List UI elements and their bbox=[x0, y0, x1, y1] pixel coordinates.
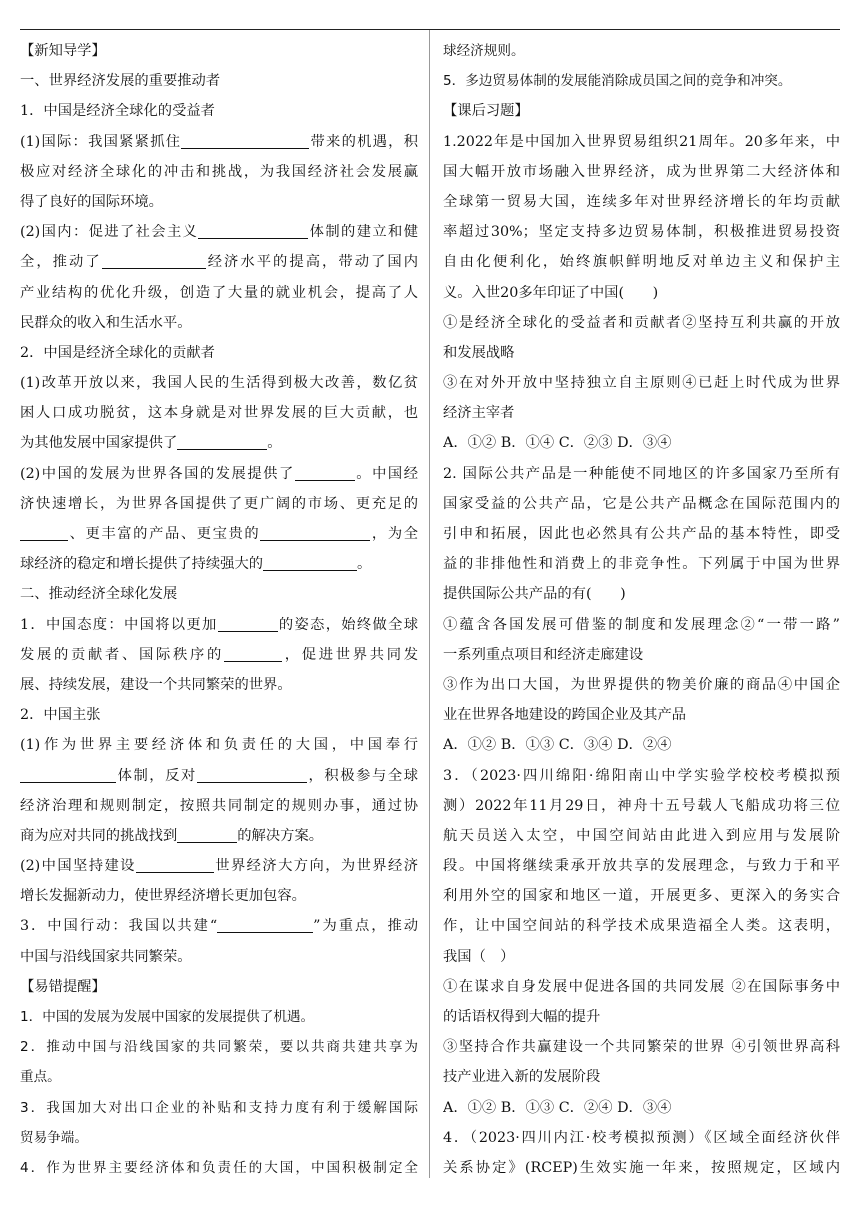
text-line bbox=[20, 579, 418, 609]
text-line bbox=[20, 972, 418, 1002]
text-line bbox=[443, 1093, 840, 1123]
text-line bbox=[443, 640, 840, 670]
text-line bbox=[443, 519, 840, 549]
line-text: ①蕴含各国发展可借鉴的制度和发展理念②“一带一路” bbox=[443, 616, 840, 633]
text-line bbox=[443, 700, 840, 730]
line-text: 发展的贡献者、国际秩序的 bbox=[20, 646, 224, 663]
line-text: (2)中国坚持建设 bbox=[20, 858, 136, 875]
line-text: 球经济的稳定和增长提供了持续强大的 bbox=[20, 556, 264, 573]
text-line bbox=[443, 579, 840, 609]
line-text: 我国（ ） bbox=[443, 948, 515, 965]
text-line bbox=[20, 217, 418, 247]
line-text: 和发展战略 bbox=[443, 344, 515, 361]
text-line bbox=[20, 761, 418, 791]
line-text: 一、世界经济发展的重要推动者 bbox=[20, 73, 221, 90]
line-text: 、更丰富的产品、更宝贵的 bbox=[68, 526, 261, 542]
fill-blank bbox=[20, 767, 116, 783]
line-text: 益的非排他性和消费上的非竞争性。下列属于中国为世界 bbox=[443, 556, 840, 573]
text-line bbox=[20, 821, 418, 851]
text-line bbox=[20, 1153, 418, 1183]
fill-blank bbox=[218, 616, 278, 632]
line-text: 4．作为世界主要经济体和负责任的大国，中国积极制定全 bbox=[20, 1159, 418, 1176]
line-text: 经济水平的提高，带动了国内 bbox=[205, 254, 418, 271]
line-text: 测）2022年11月29日，神舟十五号载人飞船成功将三位 bbox=[443, 797, 840, 814]
line-text: 航天员送入太空，中国空间站由此进入到应用与发展阶 bbox=[443, 827, 840, 844]
text-line bbox=[20, 489, 418, 519]
line-text: 全球第一贸易大国，连续多年对世界经济增长的年均贡献 bbox=[443, 193, 840, 210]
line-text: (1)改革开放以来，我国人民的生活得到极大改善，数亿贫 bbox=[20, 375, 418, 392]
line-text: 自由化便利化，始终旗帜鲜明地反对单边主义和保护主 bbox=[443, 254, 840, 271]
line-text: 业在世界各地建设的跨国企业及其产品 bbox=[443, 707, 687, 724]
fill-blank bbox=[224, 646, 282, 662]
line-text: 。 bbox=[357, 556, 372, 573]
line-text: 增长发掘新动力，使世界经济增长更加包容。 bbox=[20, 888, 306, 905]
top-rule bbox=[20, 29, 840, 30]
text-line bbox=[20, 640, 418, 670]
text-line bbox=[443, 670, 840, 700]
text-line bbox=[20, 942, 418, 972]
line-text: 商为应对共同的挑战找到 bbox=[20, 827, 178, 844]
line-text: 为其他发展中国家提供了 bbox=[20, 435, 178, 452]
fill-blank bbox=[177, 827, 237, 843]
text-line bbox=[443, 338, 840, 368]
line-text: 率超过30%；坚定支持多边贸易体制，积极推进贸易投资 bbox=[443, 224, 840, 241]
text-line bbox=[443, 398, 840, 428]
text-line bbox=[20, 338, 418, 368]
text-line bbox=[443, 911, 840, 941]
line-text: 全，推动了 bbox=[20, 254, 102, 271]
line-text: (1)作为世界主要经济体和负责任的大国，中国奉行 bbox=[20, 737, 418, 754]
line-text: 【课后习题】 bbox=[443, 103, 529, 120]
text-line bbox=[443, 610, 840, 640]
text-line bbox=[443, 851, 840, 881]
line-text: (2)国内：促进了社会主义 bbox=[20, 224, 199, 241]
line-text: A．①② B．①④ C．②③ D．③④ bbox=[443, 435, 672, 452]
text-line bbox=[20, 459, 418, 489]
text-line bbox=[443, 1153, 840, 1183]
fill-blank bbox=[177, 434, 267, 450]
fill-blank bbox=[263, 555, 357, 571]
line-text: 段。中国将继续秉承开放共享的发展理念，与致力于和平 bbox=[443, 858, 840, 875]
line-text: 利用外空的国家和地区一道，开展更多、更深入的务实合 bbox=[443, 888, 840, 905]
text-line bbox=[443, 489, 840, 519]
line-text: 。 bbox=[267, 435, 282, 452]
text-line bbox=[20, 96, 418, 126]
line-text: 带来的机遇，积 bbox=[309, 133, 418, 150]
text-line bbox=[443, 217, 840, 247]
text-line bbox=[443, 972, 840, 1002]
text-line bbox=[20, 66, 418, 96]
line-text: 提供国际公共产品的有( ) bbox=[443, 586, 626, 603]
fill-blank bbox=[217, 917, 313, 933]
text-line bbox=[443, 187, 840, 217]
line-text: 2．中国主张 bbox=[20, 707, 101, 724]
fill-blank bbox=[295, 465, 355, 481]
text-line bbox=[20, 157, 418, 187]
line-text: 中国与沿线国家共同繁荣。 bbox=[20, 948, 192, 965]
text-line bbox=[443, 761, 840, 791]
text-line bbox=[443, 96, 840, 126]
text-line bbox=[20, 1032, 418, 1062]
right-column bbox=[443, 36, 840, 1183]
line-text: ①在谋求自身发展中促进各国的共同发展 ②在国际事务中 bbox=[443, 978, 840, 995]
fill-blank bbox=[181, 133, 309, 149]
fill-blank bbox=[198, 223, 308, 239]
text-line bbox=[443, 549, 840, 579]
text-line bbox=[20, 36, 418, 66]
text-line bbox=[443, 66, 840, 96]
line-text: 【新知导学】 bbox=[20, 43, 106, 59]
line-text: 2．推动中国与沿线国家的共同繁荣，要以共商共建共享为 bbox=[20, 1039, 418, 1056]
line-text: 重点。 bbox=[20, 1069, 61, 1086]
text-line bbox=[443, 791, 840, 821]
fill-blank bbox=[260, 525, 370, 541]
text-line bbox=[443, 127, 840, 157]
line-text: 4．（2023·四川内江·校考模拟预测）《区域全面经济伙伴 bbox=[443, 1129, 840, 1146]
text-line bbox=[20, 610, 418, 640]
text-line bbox=[443, 428, 840, 458]
line-text: 作，让中国空间站的科学技术成果造福全人类。这表明， bbox=[443, 918, 840, 935]
line-text: 2．中国是经济全球化的贡献者 bbox=[20, 344, 215, 361]
text-line bbox=[20, 881, 418, 911]
line-text: 3．（2023·四川绵阳·绵阳南山中学实验学校校考模拟预 bbox=[443, 767, 840, 784]
line-text: ①是经济全球化的受益者和贡献者②坚持互利共赢的开放 bbox=[443, 314, 840, 331]
text-line bbox=[20, 791, 418, 821]
line-text: A．①② B．①③ C．②④ D．③④ bbox=[443, 1099, 672, 1116]
text-line bbox=[20, 700, 418, 730]
line-text: A．①② B．①③ C．③④ D．②④ bbox=[443, 737, 672, 754]
line-text: 产业结构的优化升级，创造了大量的就业机会，提高了人 bbox=[20, 284, 418, 301]
line-text: 5．多边贸易体制的发展能消除成员国之间的竞争和冲突。 bbox=[443, 73, 792, 90]
line-text: 经济治理和规则制定，按照共同制定的规则办事，通过协 bbox=[20, 797, 418, 814]
line-text: 一系列重点项目和经济走廊建设 bbox=[443, 646, 644, 663]
line-text: 1．中国的发展为发展中国家的发展提供了机遇。 bbox=[20, 1009, 315, 1025]
line-text: 贸易争端。 bbox=[20, 1129, 88, 1146]
text-line bbox=[20, 911, 418, 941]
text-line bbox=[20, 428, 418, 458]
text-line bbox=[443, 730, 840, 760]
text-line bbox=[20, 1123, 418, 1153]
text-line bbox=[443, 1032, 840, 1062]
text-line bbox=[20, 1002, 418, 1032]
text-line bbox=[20, 1062, 418, 1092]
line-text: 技产业进入新的发展阶段 bbox=[443, 1069, 601, 1086]
fill-blank bbox=[102, 253, 206, 269]
text-line bbox=[20, 549, 418, 579]
line-text: 国大幅开放市场融入世界经济，成为世界第二大经济体和 bbox=[443, 163, 840, 180]
line-text: 。中国经 bbox=[354, 465, 418, 482]
text-line bbox=[443, 1002, 840, 1032]
line-text: (1)国际：我国紧紧抓住 bbox=[20, 133, 182, 150]
text-line bbox=[20, 851, 418, 881]
text-line bbox=[443, 247, 840, 277]
line-text: 引申和拓展，因此也必然具有公共产品的基本特性，即受 bbox=[443, 526, 840, 542]
text-line bbox=[443, 308, 840, 338]
line-text: 民群众的收入和生活水平。 bbox=[20, 314, 192, 331]
line-text: 3．我国加大对出口企业的补贴和支持力度有利于缓解国际 bbox=[20, 1099, 418, 1116]
line-text: 2. 国际公共产品是一种能使不同地区的许多国家乃至所有 bbox=[443, 465, 840, 482]
line-text: ”为重点，推动 bbox=[313, 918, 418, 935]
text-line bbox=[443, 459, 840, 489]
text-line bbox=[443, 36, 840, 66]
text-line bbox=[20, 278, 418, 308]
fill-blank bbox=[20, 525, 68, 541]
line-text: ，促进世界共同发 bbox=[282, 646, 418, 663]
text-line bbox=[20, 308, 418, 338]
line-text: 【易错提醒】 bbox=[20, 978, 106, 995]
fill-blank bbox=[197, 767, 307, 783]
line-text: 困人口成功脱贫，这本身就是对世界发展的巨大贡献，也 bbox=[20, 405, 418, 422]
line-text: 展、持续发展，建设一个共同繁荣的世界。 bbox=[20, 676, 292, 693]
line-text: ③在对外开放中坚持独立自主原则④已赶上时代成为世界 bbox=[443, 375, 840, 392]
left-column bbox=[20, 36, 418, 1183]
line-text: ，积极参与全球 bbox=[306, 767, 418, 784]
text-line bbox=[443, 1123, 840, 1153]
line-text: 的姿态，始终做全球 bbox=[277, 616, 418, 633]
line-text: 体制的建立和健 bbox=[308, 224, 418, 241]
line-text: 世界经济大方向，为世界经济 bbox=[213, 858, 418, 875]
line-text: 极应对经济全球化的冲击和挑战，为我国经济社会发展赢 bbox=[20, 163, 418, 180]
line-text: 关系协定》(RCEP)生效实施一年来，按照规定，区域内 bbox=[443, 1159, 840, 1176]
text-line bbox=[20, 127, 418, 157]
text-line bbox=[20, 398, 418, 428]
column-divider bbox=[429, 30, 430, 1178]
line-text: ，为全 bbox=[370, 526, 418, 542]
text-line bbox=[20, 670, 418, 700]
line-text: 1．中国是经济全球化的受益者 bbox=[20, 103, 215, 120]
text-line bbox=[443, 1062, 840, 1092]
text-line bbox=[443, 881, 840, 911]
line-text: 体制，反对 bbox=[116, 767, 197, 784]
line-text: 二、推动经济全球化发展 bbox=[20, 586, 178, 603]
line-text: 球经济规则。 bbox=[443, 43, 525, 59]
line-text: (2)中国的发展为世界各国的发展提供了 bbox=[20, 465, 295, 482]
fill-blank bbox=[136, 857, 214, 873]
text-line bbox=[20, 247, 418, 277]
text-line bbox=[443, 157, 840, 187]
line-text: ③作为出口大国，为世界提供的物美价廉的商品④中国企 bbox=[443, 676, 840, 693]
line-text: 的解决方案。 bbox=[237, 827, 324, 844]
text-line bbox=[20, 187, 418, 217]
line-text: 经济主宰者 bbox=[443, 405, 515, 422]
line-text: 济快速增长，为世界各国提供了更广阔的市场、更充足的 bbox=[20, 495, 418, 512]
text-line bbox=[20, 519, 418, 549]
line-text: 的话语权得到大幅的提升 bbox=[443, 1009, 601, 1025]
text-line bbox=[20, 730, 418, 760]
line-text: 义。入世20多年印证了中国( ) bbox=[443, 284, 659, 301]
text-line bbox=[443, 821, 840, 851]
line-text: 3．中国行动：我国以共建“ bbox=[20, 918, 218, 935]
line-text: 得了良好的国际环境。 bbox=[20, 193, 163, 210]
line-text: ③坚持合作共赢建设一个共同繁荣的世界 ④引领世界高科 bbox=[443, 1039, 840, 1056]
text-line bbox=[20, 1093, 418, 1123]
line-text: 1.2022年是中国加入世界贸易组织21周年。20多年来，中 bbox=[443, 133, 840, 150]
text-line bbox=[443, 942, 840, 972]
line-text: 1．中国态度：中国将以更加 bbox=[20, 616, 218, 633]
text-line bbox=[443, 278, 840, 308]
text-line bbox=[443, 368, 840, 398]
line-text: 国家受益的公共产品，它是公共产品概念在国际范围内的 bbox=[443, 495, 840, 512]
text-line bbox=[20, 368, 418, 398]
